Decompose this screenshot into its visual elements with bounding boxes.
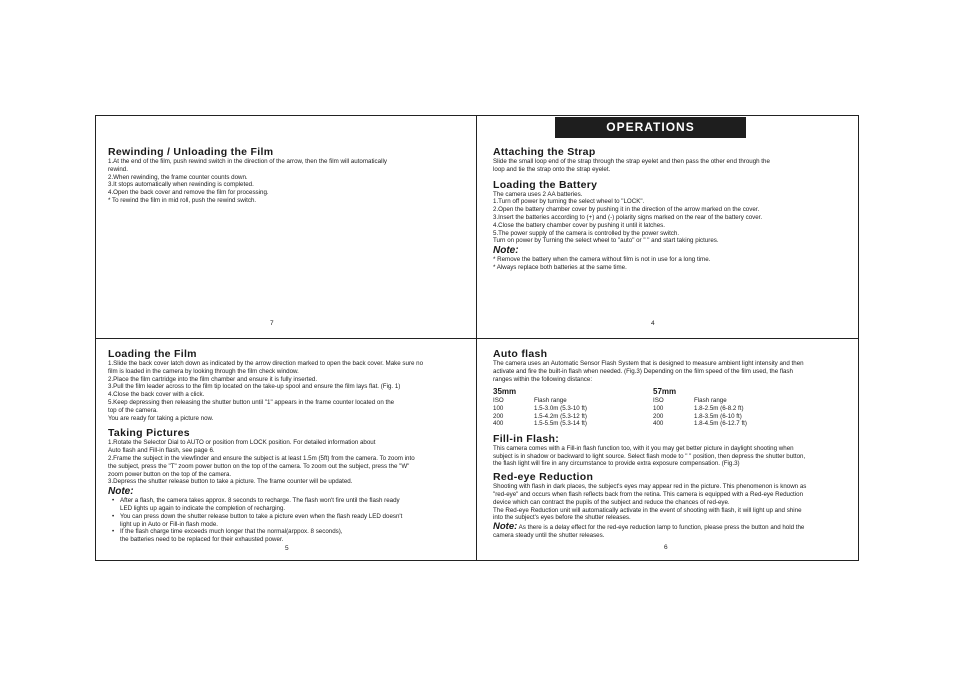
table-cell: ISO (653, 397, 664, 405)
page-number-5: 5 (285, 545, 289, 552)
strap-body: Slide the small loop end of the strap through the strap eyelet and then pass the other end through the loop and tie the strap onto the strap eyelet. (493, 158, 770, 173)
battery-body: The camera uses 2 AA batteries. 1.Turn off power by turning the select wheel to "LOCK". 2.Open the battery chamber cover by pushing it in the direction of the arrow marked on the cover. 3.Insert the batteries according to (+) and (-) polarity signs marked on the rear of the battery cover. 4.Close the battery chamber cover by pushing it until it latches. 5.The power supply of the camera is controlled by the power switch. Turn on power by Turning the select wheel to "auto" or " " and start taking pictures. (493, 190, 763, 245)
list-item: • If the flash charge time exceeds much longer that the normal(arppox. 8 seconds), the batteries need to be replaced for their exhausted power. (114, 528, 464, 544)
flash-range-table (653, 397, 747, 427)
list-item: • You can press down the shutter release button to take a picture even when the flash ready LED doesn't light up in Auto or Fill-in flash mode. (114, 513, 464, 529)
table-cell: 1.8-2.5m (6-8.2 ft) (694, 404, 744, 412)
red-eye-title: Red-eye Reduction (493, 471, 594, 484)
flash-section (493, 348, 845, 540)
flash-range-table (493, 397, 587, 427)
table-row (653, 413, 747, 421)
table-heading: 35mm (493, 387, 517, 397)
loading-film-title: Loading the Film (108, 348, 197, 360)
table-cell: 200 (493, 412, 504, 420)
auto-flash-body: The camera uses an Automatic Sensor Flash System that is designed to measure ambient light intensity and then activate and fire the built-in flash when needed. (Fig.3) Depending on the film speed of the film used, the flash ranges within the following distance: (493, 360, 804, 383)
strap-battery-section (493, 146, 845, 272)
battery-title: Loading the Battery (493, 178, 598, 191)
table-row (493, 405, 587, 413)
table-cell: 200 (653, 412, 664, 420)
taking-pictures-body: 1.Rotate the Selector Dial to AUTO or position from LOCK position. For detailed information about Auto flash and Fill-in flash, see page 6. 2.Frame the subject in the viewfinder and ensure the subject is at least 1.5m (5ft) from the camera. To zoom into the subject, press the "T" zoom power button on the top of the camera. To zoom out the subject, press the "W" zoom power button on the top of the camera. 3.Depress the shutter release button to take a picture. The frame counter will be updated. (108, 439, 415, 486)
table-cell: 400 (493, 420, 504, 428)
table-cell: 1.5-5.5m (5.3-14 ft) (534, 420, 587, 428)
flash-table-35mm (493, 387, 653, 427)
flash-table-57mm (653, 387, 813, 427)
battery-note-title: Note: (493, 245, 519, 257)
flash-range-tables (493, 387, 845, 427)
table-cell: 100 (653, 404, 664, 412)
page-number-7: 7 (270, 320, 274, 327)
loading-film-body: 1.Slide the back cover latch down as indicated by the arrow direction marked to open the back cover. Make sure no film is loaded in the camera by looking through the film check window. 2.Place the film cartridge into the film chamber and ensure it is fully inserted. 3.Pull the film leader across to the film tip located on the take-up spool and ensure the film lays flat. (Fig. 1) 4.Close the back cover with a click. 5.Keep depressing then releasing the shutter button until "1" appears in the frame counter located on the top of the camera. You are ready for taking a picture now. (108, 360, 424, 422)
page-number-4: 4 (651, 320, 655, 327)
table-cell: ISO (493, 397, 504, 405)
table-cell: 1.8-4.5m (6-12.7 ft) (694, 420, 747, 428)
taking-note-title: Note: (108, 486, 134, 498)
loading-taking-section (108, 348, 464, 544)
list-item: • After a flash, the camera takes approx. 8 seconds to recharge. The flash won't fire until the flash ready LED lights up again to indicate the completion of recharging. (114, 497, 464, 513)
table-row (493, 397, 587, 405)
table-cell: 1.5-3.0m (5.3-10 ft) (534, 404, 587, 412)
table-cell: 1.5-4.2m (5.3-12 ft) (534, 412, 587, 420)
taking-note-list (108, 497, 464, 544)
table-row (653, 420, 747, 428)
red-eye-note-body: As there is a delay effect for the red-eye reduction lamp to function, please press the button and hold the camera steady until the shutter releases. (493, 524, 805, 539)
table-row (493, 413, 587, 421)
page-number-6: 6 (664, 544, 668, 551)
rewinding-body: 1.At the end of the film, push rewind switch in the direction of the arrow, then the film will automatically rewind. 2.When rewinding, the frame counter counts down. 3.It stops automatically when rewinding is completed. 4.Open the back cover and remove the film for processing. * To rewind the film in mid roll, push the rewind switch. (108, 158, 387, 204)
table-row (493, 420, 587, 428)
auto-flash-title: Auto flash (493, 348, 548, 360)
table-row (653, 405, 747, 413)
table-row (653, 397, 747, 405)
strap-title: Attaching the Strap (493, 146, 596, 158)
red-eye-note-title: Note: (493, 521, 518, 533)
table-cell: 1.8-3.5m (6-10 ft) (694, 412, 742, 420)
horizontal-divider (95, 338, 859, 339)
taking-pictures-title: Taking Pictures (108, 427, 190, 440)
red-eye-note (493, 523, 845, 540)
table-cell: 100 (493, 404, 504, 412)
table-cell: 400 (653, 420, 664, 428)
rewinding-section (108, 146, 460, 205)
rewinding-title: Rewinding / Unloading the Film (108, 146, 274, 158)
table-heading: 57mm (653, 387, 677, 397)
red-eye-body: Shooting with flash in dark places, the subject's eyes may appear red in the picture. This phenomenon is known as "red-eye" and occurs when flash reflects back from the retina. This camera is equipped with a Red-eye Reduction device which can contract the pupils of the subject and reduce the chances of red-eye. The Red-eye Reduction unit will automatically activate in the event of shooting with flash, it will light up and shine into the subject's eyes before the shutter releases. (493, 483, 807, 522)
fill-in-body: This camera comes with a Fill-in flash function too, with it you may get better picture in daylight shooting when subject is in shadow or backward to light source. Select flash mode to " " position, then depress the shutter button, the flash light will fire in any circumstance to provide extra exposure compensation. (Fig.3) (493, 444, 806, 468)
table-cell: Flash range (694, 397, 727, 405)
fill-in-title: Fill-in Flash: (493, 432, 560, 445)
table-cell: Flash range (534, 397, 567, 405)
battery-note-body: * Remove the battery when the camera without film is not in use for a long time. * Always replace both batteries at the same time. (493, 256, 711, 271)
operations-banner: OPERATIONS (555, 117, 746, 138)
